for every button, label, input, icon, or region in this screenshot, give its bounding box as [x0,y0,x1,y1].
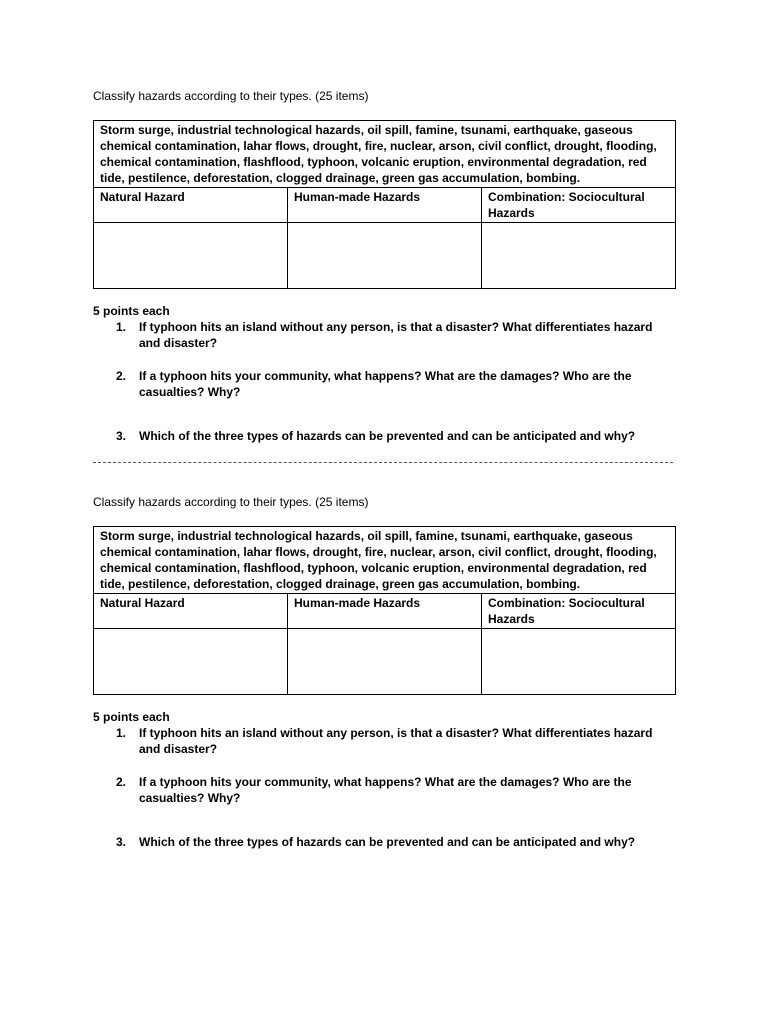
points-label: 5 points each [93,304,170,318]
question-number: 1. [116,726,127,740]
question-text: If typhoon hits an island without any person, is that a disaster? What differentiates hazard and disaster? [139,726,653,756]
hazard-table [93,526,676,695]
worksheet-section-1 [93,88,675,443]
question-number: 3. [116,835,127,849]
column-header-combination: Combination: Sociocultural Hazards [482,188,676,223]
question-item [93,725,653,757]
column-header-natural: Natural Hazard [94,188,288,223]
column-header-human-made: Human-made Hazards [288,188,482,223]
question-item [93,368,653,400]
column-header-human-made: Human-made Hazards [288,594,482,629]
question-text: If a typhoon hits your community, what happens? What are the damages? Who are the casualties? Why? [139,369,632,399]
question-number: 2. [116,369,127,383]
answer-cell-natural[interactable] [94,223,288,289]
question-number: 1. [116,320,127,334]
hazard-table [93,120,676,289]
question-text: If a typhoon hits your community, what happens? What are the damages? Who are the casualties? Why? [139,775,632,805]
question-item [93,428,653,444]
instruction: Classify hazards according to their types. (25 items) [93,495,369,509]
worksheet-section-2 [93,494,675,849]
answer-cell-human-made[interactable] [288,629,482,695]
column-header-natural: Natural Hazard [94,594,288,629]
question-item [93,834,653,850]
question-number: 2. [116,775,127,789]
column-header-combination: Combination: Sociocultural Hazards [482,594,676,629]
question-number: 3. [116,429,127,443]
question-text: If typhoon hits an island without any person, is that a disaster? What differentiates hazard and disaster? [139,320,653,350]
answer-cell-combination[interactable] [482,629,676,695]
hazard-word-list: Storm surge, industrial technological hazards, oil spill, famine, tsunami, earthquake, gaseous chemical contamination, lahar flows, drought, fire, nuclear, arson, civil conflict, drought, flooding, chemical contamination, flashflood, typhoon, volcanic eruption, environmental degradation, red tide, pestilence, deforestation, clogged drainage, green gas accumulation, bombing. [94,121,676,188]
points-label: 5 points each [93,710,170,724]
hazard-word-list: Storm surge, industrial technological hazards, oil spill, famine, tsunami, earthquake, gaseous chemical contamination, lahar flows, drought, fire, nuclear, arson, civil conflict, drought, flooding, chemical contamination, flashflood, typhoon, volcanic eruption, environmental degradation, red tide, pestilence, deforestation, clogged drainage, green gas accumulation, bombing. [94,527,676,594]
answer-cell-natural[interactable] [94,629,288,695]
question-text: Which of the three types of hazards can be prevented and can be anticipated and why? [139,429,636,443]
question-item [93,774,653,806]
answer-cell-human-made[interactable] [288,223,482,289]
cut-line-divider [93,462,673,463]
question-text: Which of the three types of hazards can be prevented and can be anticipated and why? [139,835,636,849]
instruction: Classify hazards according to their types. (25 items) [93,89,369,103]
question-item [93,319,653,351]
answer-cell-combination[interactable] [482,223,676,289]
